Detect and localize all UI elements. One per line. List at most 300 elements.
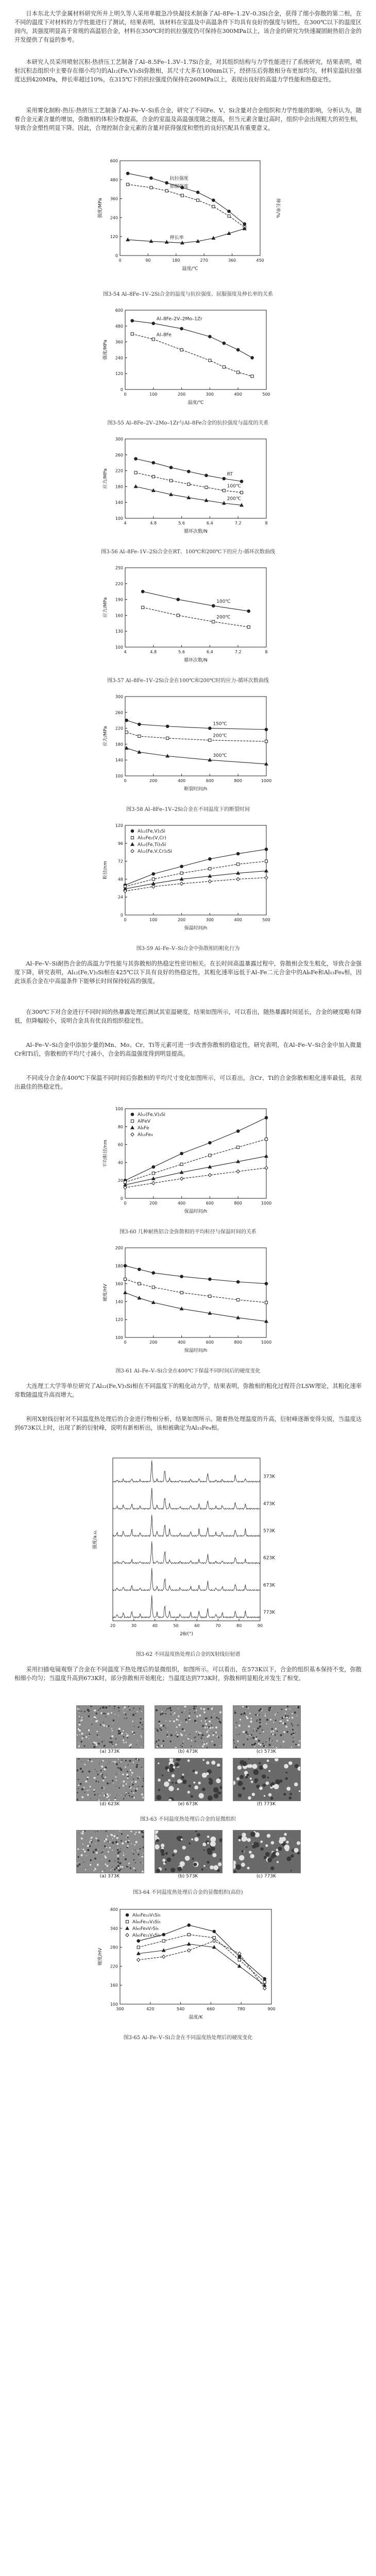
particle [116, 1843, 118, 1845]
series-line [125, 861, 266, 887]
particle [137, 1776, 138, 1777]
particle [128, 1765, 129, 1766]
legend-marker [131, 829, 134, 833]
x-tick-label: 540 [176, 2007, 185, 2011]
particle [277, 1731, 278, 1732]
particle [106, 1831, 107, 1832]
particle [165, 1861, 167, 1863]
data-point [236, 1170, 240, 1174]
particle [185, 1735, 186, 1736]
particle [89, 1738, 90, 1739]
particle [127, 1865, 128, 1866]
particle [134, 1790, 136, 1792]
data-point [152, 1165, 155, 1168]
particle [93, 1746, 95, 1748]
particle [174, 1713, 175, 1714]
data-point [187, 1924, 191, 1927]
figure-3 [0, 433, 376, 546]
x-tick-label: 200 [149, 1201, 158, 1206]
particle [161, 1745, 163, 1747]
particle [100, 1708, 101, 1709]
particle [292, 1717, 294, 1719]
particle [265, 1746, 266, 1747]
particle [207, 1708, 209, 1710]
y-tick-label: 120 [115, 1317, 123, 1323]
data-point [251, 357, 254, 360]
particle [83, 1787, 85, 1788]
x-tick-label: 1000 [261, 1340, 272, 1345]
series-label: 200℃ [213, 733, 227, 739]
figure-6-caption: 图3-59 Al–Fe–V–Si合金中弥散相的粗化行为 [136, 946, 240, 952]
particle [133, 1853, 134, 1855]
particle [169, 1720, 171, 1722]
particle [142, 1769, 143, 1770]
x-axis-label: 2θ/(°) [180, 1632, 193, 1637]
legend-marker [126, 1927, 129, 1930]
y-axis-label: 硬度/HV [98, 1948, 103, 1965]
particle [88, 1730, 90, 1732]
particle [268, 1770, 270, 1772]
particle [156, 1728, 157, 1729]
particle [205, 1723, 207, 1725]
data-point [209, 739, 211, 741]
particle [89, 1759, 91, 1760]
y-tick-label: 180 [115, 742, 123, 747]
particle [257, 1715, 259, 1716]
data-point [237, 1146, 240, 1148]
xrd-curve-label: 673K [263, 1583, 276, 1588]
data-point [212, 199, 215, 202]
particle [138, 1777, 139, 1779]
particle [94, 1709, 96, 1711]
particle [80, 1721, 81, 1722]
particle [201, 1720, 202, 1721]
particle [128, 1793, 129, 1794]
particle [284, 1723, 285, 1724]
particle [123, 1853, 124, 1854]
y-tick-label: 220 [115, 726, 123, 731]
particle [218, 1718, 219, 1720]
figure-7-chart [100, 1103, 276, 1216]
particle [140, 1848, 141, 1850]
particle [196, 1722, 197, 1723]
particle [275, 1734, 276, 1736]
data-point [265, 876, 268, 879]
y-tick-label: 600 [115, 308, 123, 313]
particle [196, 1706, 197, 1707]
particle [194, 1737, 196, 1738]
particle [212, 1727, 214, 1728]
particle [160, 1728, 161, 1730]
particle [117, 1865, 119, 1867]
data-point [265, 848, 268, 851]
particle [167, 1858, 172, 1862]
particle [202, 1843, 206, 1846]
paragraph-10: 采用扫描电镜观察了合金在不同温度下热处理后的显微组织，如图所示。可以看出，在573K以下，合金的组织基本保持不变，弥散相细小均匀；当温度升高到673K时，部分弥散相开始粗化；当温度达到773K时，弥散相明显粗化并发生了相变。 [14, 1666, 362, 1682]
figure-1-caption: 图3-54 Al–8Fe–1V–2Si合金的温度与抗拉强度、屈服强度及伸长率的关系 [103, 292, 273, 297]
particle [90, 1798, 91, 1799]
particle [176, 1732, 177, 1733]
particle [98, 1782, 99, 1783]
particle [284, 1844, 290, 1850]
particle [141, 1736, 142, 1737]
particle [203, 1743, 205, 1745]
series-line [127, 720, 266, 730]
particle [163, 1725, 165, 1727]
particle [259, 1722, 261, 1723]
particle [117, 1836, 118, 1837]
particle [265, 1715, 266, 1717]
particle [265, 1713, 266, 1714]
particle [266, 1719, 268, 1721]
x-tick-label: 200 [149, 1340, 158, 1345]
particle [294, 1711, 296, 1714]
particle [206, 1743, 208, 1744]
particle [207, 1861, 210, 1864]
particle [85, 1781, 87, 1783]
data-point [162, 1940, 165, 1942]
particle [212, 1734, 214, 1736]
particle [102, 1724, 103, 1725]
y-tick-label: 100 [110, 2002, 118, 2007]
particle [245, 1732, 247, 1734]
x-tick-label: 600 [206, 1201, 214, 1206]
xrd-curve-label: 473K [263, 1501, 276, 1507]
particle [270, 1719, 271, 1720]
particle [285, 1713, 286, 1714]
particle [81, 1717, 83, 1718]
particle [218, 1737, 219, 1738]
x-tick-label: 50 [173, 1623, 179, 1628]
particle [139, 1708, 141, 1709]
particle [125, 1767, 126, 1768]
particle [142, 1871, 144, 1873]
particle [77, 1865, 79, 1867]
y-tick-label: 100 [115, 516, 123, 521]
y-tick-label: 40 [117, 1160, 123, 1165]
particle [248, 1725, 250, 1727]
particle [122, 1774, 124, 1775]
particle [135, 1852, 136, 1853]
data-point [197, 199, 199, 201]
particle [293, 1741, 294, 1742]
legend-entry: Al₆Fe [138, 1126, 149, 1131]
particle [267, 1776, 269, 1778]
particle [102, 1792, 103, 1793]
data-point [187, 1942, 191, 1945]
particle [293, 1737, 294, 1738]
particle [285, 1715, 286, 1717]
particle [275, 1728, 277, 1730]
y-axis-label: 平均粒径/nm [103, 1140, 108, 1167]
particle [138, 1850, 139, 1851]
data-point [138, 1282, 141, 1285]
figure-4-chart [100, 562, 276, 665]
particle [286, 1856, 291, 1861]
data-point [265, 728, 268, 731]
particle [297, 1715, 298, 1716]
data-point [237, 863, 240, 866]
particle [110, 1794, 111, 1795]
particle [142, 1862, 143, 1863]
particle [268, 1709, 270, 1711]
particle [263, 1745, 265, 1747]
particle [250, 1734, 252, 1736]
particle [281, 1720, 282, 1722]
particle [141, 1747, 142, 1748]
x-tick-label: 0 [124, 918, 127, 922]
particle [242, 1836, 247, 1842]
particle [282, 1837, 286, 1841]
particle [296, 1747, 297, 1748]
particle [140, 1735, 141, 1736]
particle [161, 1729, 162, 1731]
particle [123, 1781, 125, 1783]
particle [89, 1845, 91, 1848]
particle [194, 1712, 195, 1713]
data-point [187, 1948, 191, 1952]
particle [97, 1773, 99, 1775]
y-axis-label: 应力/MPa [103, 726, 108, 747]
particle [111, 1728, 112, 1729]
particle [219, 1711, 221, 1713]
particle [254, 1745, 255, 1746]
particle [262, 1730, 263, 1731]
data-point [251, 375, 253, 378]
particle [78, 1863, 80, 1866]
figure-2 [0, 304, 376, 417]
particle [165, 1852, 168, 1855]
particle [267, 1740, 268, 1741]
particle [243, 1743, 245, 1745]
y-tick-label: 600 [110, 159, 118, 163]
particle [110, 1783, 111, 1784]
legend-entry: Al₁₂(Fe,V)₃Si [138, 1112, 165, 1117]
particle [261, 1848, 264, 1851]
micrograph-label: (f) 773K [257, 1802, 276, 1807]
particle [81, 1733, 83, 1735]
particle [179, 1724, 181, 1726]
particle [199, 1793, 204, 1798]
particle [134, 1867, 135, 1868]
particle [107, 1713, 109, 1715]
particle [250, 1777, 252, 1780]
particle [200, 1707, 201, 1708]
particle [249, 1713, 251, 1715]
micrograph-label: (c) 573K [257, 1749, 276, 1754]
x-tick-label: 800 [234, 1340, 242, 1345]
figure-5 [0, 690, 376, 804]
particle [111, 1712, 112, 1714]
particle [169, 1767, 174, 1772]
particle [269, 1738, 270, 1739]
data-point [152, 1286, 155, 1289]
particle [79, 1722, 80, 1723]
particle [108, 1841, 109, 1842]
xrd-curve [113, 1568, 260, 1591]
data-point [223, 366, 225, 368]
particle [156, 1795, 161, 1800]
x-tick-label: 660 [207, 2007, 215, 2011]
particle [111, 1870, 112, 1871]
particle [104, 1787, 105, 1788]
data-point [213, 1939, 216, 1943]
particle [96, 1720, 98, 1721]
legend-marker [126, 1920, 128, 1923]
series-line [125, 849, 266, 885]
particle [91, 1837, 92, 1839]
particle [242, 1761, 247, 1766]
particle [209, 1779, 213, 1783]
micrograph-label: (e) 673K [178, 1802, 198, 1807]
legend-marker [131, 843, 134, 846]
particle [269, 1739, 270, 1741]
particle [131, 1782, 133, 1783]
particle [118, 1710, 119, 1711]
data-point [213, 1937, 215, 1939]
particle [169, 1764, 174, 1768]
particle [117, 1861, 119, 1862]
figure-5-chart [100, 690, 276, 793]
figure-7 [0, 1103, 376, 1226]
y-tick-label: 360 [115, 340, 123, 345]
particle [88, 1715, 90, 1717]
y-tick-label: 480 [110, 177, 118, 182]
y-axis-label: 强度/a.u. [93, 1530, 98, 1549]
particle [181, 1722, 182, 1723]
particle [130, 1868, 131, 1869]
plot-frame [125, 697, 266, 776]
particle [140, 1862, 141, 1863]
particle [138, 1854, 139, 1855]
legend-entry: Al₁₂(Fe,Ti)₃Si [138, 842, 166, 848]
particle [90, 1859, 92, 1861]
particle [131, 1797, 132, 1798]
particle [242, 1706, 244, 1707]
particle [241, 1862, 245, 1867]
particle [79, 1709, 80, 1710]
micrograph-image [77, 1706, 144, 1748]
particle [189, 1737, 190, 1738]
particle [118, 1728, 121, 1730]
particle [121, 1833, 123, 1835]
particle [292, 1725, 293, 1726]
data-point [180, 1291, 183, 1294]
particle [207, 1848, 211, 1853]
particle [211, 1725, 212, 1726]
series-label: 抗拉强度 [169, 176, 189, 181]
particle [102, 1713, 104, 1715]
data-point [236, 348, 240, 351]
data-point [223, 489, 225, 492]
particle [101, 1776, 103, 1777]
particle [98, 1743, 100, 1745]
data-point [187, 1933, 190, 1936]
particle [131, 1774, 132, 1775]
particle [187, 1759, 190, 1762]
particle [160, 1724, 162, 1726]
particle [95, 1781, 97, 1782]
particle [177, 1836, 180, 1840]
paragraph-4: Al–Fe–V–Si耐热合金的高温力学性能与其弥散相的热稳定性密切相关。在长时间高温暴露过程中，弥散相会发生粗化，导致合金强度下降，研究表明，Al₁₂(Fe,V)₃Si相在425℃以下具有良好的热稳定性，其粗化速率远低于Al–Fe二元合金中的Al₆Fe和Al₁₃Fe₄相，因此该系合金在中高温条件下能够长时间保持较高的强度。 [14, 960, 362, 985]
data-point [205, 474, 208, 477]
particle [87, 1794, 89, 1796]
data-point [124, 1278, 126, 1280]
particle [105, 1776, 106, 1778]
particle [141, 1793, 143, 1795]
particle [119, 1862, 121, 1865]
x-tick-label: 5.6 [178, 521, 185, 526]
x-tick-label: 420 [146, 2007, 155, 2011]
particle [236, 1777, 240, 1781]
particle [122, 1785, 124, 1787]
particle [162, 1711, 163, 1712]
particle [125, 1795, 126, 1796]
legend-marker [131, 1120, 133, 1122]
figure-9-chart [90, 1453, 286, 1638]
particle [134, 1844, 136, 1846]
particle [108, 1851, 109, 1853]
particle [265, 1852, 270, 1857]
data-point [209, 1141, 212, 1144]
y-tick-label: 340 [110, 1926, 118, 1931]
xrd-curve-label: 623K [263, 1555, 276, 1561]
particle [274, 1784, 279, 1789]
x-tick-label: 6.4 [207, 521, 213, 526]
x-axis-label: 温度/K [189, 2015, 203, 2020]
particle [132, 1721, 133, 1722]
particle [276, 1852, 279, 1856]
x-tick-label: 0 [124, 1201, 127, 1206]
particle [132, 1784, 133, 1785]
x-tick-label: 90 [257, 1623, 263, 1628]
x-tick-label: 900 [267, 2007, 276, 2011]
particle [263, 1784, 266, 1787]
data-point [238, 1964, 241, 1968]
particle [178, 1708, 179, 1709]
particle [218, 1862, 221, 1866]
x-tick-label: 200 [177, 918, 186, 922]
data-point [209, 1278, 212, 1281]
particle [97, 1775, 98, 1776]
particle [283, 1717, 284, 1718]
particle [156, 1869, 160, 1873]
particle [168, 1786, 174, 1791]
particle [158, 1778, 161, 1782]
particle [81, 1833, 83, 1835]
particle [99, 1737, 100, 1738]
series-line [139, 1935, 265, 1982]
particle [79, 1706, 80, 1707]
particle [271, 1728, 273, 1730]
particle [127, 1845, 129, 1846]
particle [270, 1731, 272, 1733]
particle [90, 1786, 91, 1787]
particle [112, 1761, 113, 1762]
particle [121, 1840, 122, 1842]
series-line [127, 748, 266, 764]
x-axis-label: 保温时间/h [184, 1348, 208, 1353]
particle [106, 1847, 107, 1848]
figure-4 [0, 562, 376, 675]
particle [170, 1734, 173, 1736]
particle [165, 1727, 166, 1728]
figure-12 [0, 1903, 376, 2032]
particle [202, 1742, 203, 1743]
particle [206, 1731, 208, 1733]
particle [264, 1856, 267, 1859]
data-point [166, 725, 169, 728]
